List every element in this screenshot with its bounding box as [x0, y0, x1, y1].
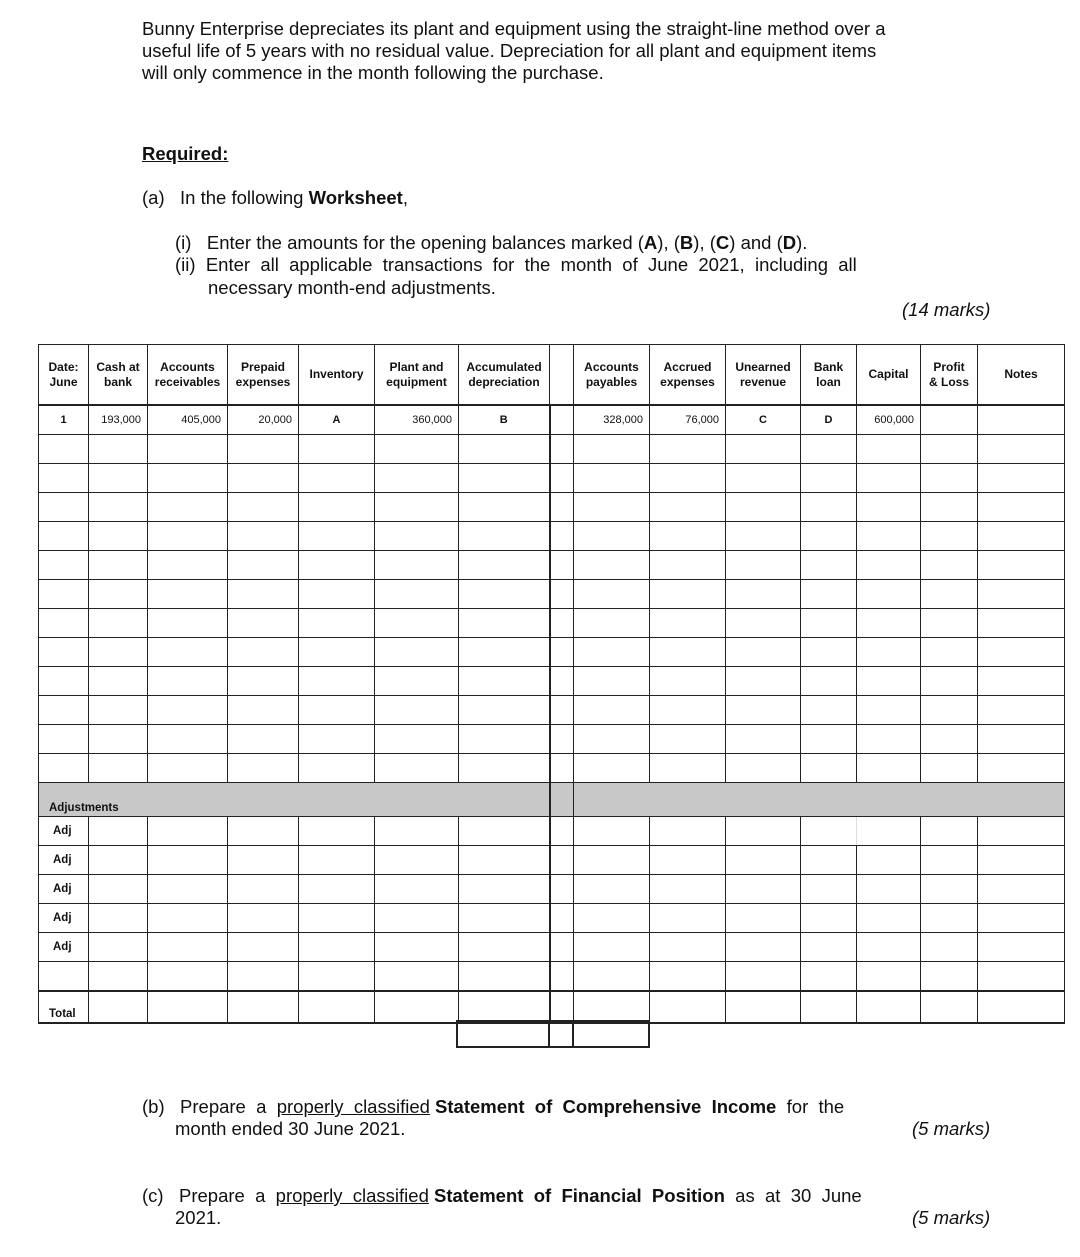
header-loan: Bank loan	[801, 345, 857, 406]
transaction-row	[39, 435, 1065, 464]
cell-notes[interactable]	[978, 405, 1065, 435]
cell-accrued[interactable]: 76,000	[650, 405, 726, 435]
header-payables: Accounts payables	[574, 345, 650, 406]
header-inventory: Inventory	[299, 345, 375, 406]
transaction-row	[39, 696, 1065, 725]
adjustment-row	[39, 962, 1065, 992]
header-plant: Plant and equipment	[375, 345, 459, 406]
header-separator	[550, 345, 574, 406]
total-check-divider	[572, 1020, 574, 1048]
transaction-row	[39, 725, 1065, 754]
transaction-row	[39, 464, 1065, 493]
part-b-marks: (5 marks)	[912, 1118, 991, 1139]
part-b-instruction: (b) Prepare a properly classified Statement of Comprehensive Income for the	[142, 1096, 845, 1117]
cell-separator	[550, 405, 574, 435]
adjustment-row	[39, 846, 1065, 875]
cell-capital[interactable]: 600,000	[857, 405, 921, 435]
cell-payables[interactable]: 328,000	[574, 405, 650, 435]
header-prepaid: Prepaid expenses	[228, 345, 299, 406]
adjustments-label: Adjustments	[39, 783, 550, 817]
transaction-row	[39, 667, 1065, 696]
adjustments-header-row	[39, 783, 1065, 817]
header-date: Date: June	[39, 345, 89, 406]
transaction-row	[39, 638, 1065, 667]
adjustment-row	[39, 817, 1065, 846]
cell-inventory[interactable]: A	[299, 405, 375, 435]
transaction-row	[39, 609, 1065, 638]
intro-line-3: will only commence in the month following the purchase.	[142, 62, 604, 83]
total-row	[39, 991, 1065, 1023]
cell-accum-dep[interactable]: B	[459, 405, 550, 435]
header-notes: Notes	[978, 345, 1065, 406]
header-cash: Cash at bank	[89, 345, 148, 406]
required-heading: Required:	[142, 143, 229, 164]
part-a-marks: (14 marks)	[902, 299, 991, 320]
cell-cash[interactable]: 193,000	[89, 405, 148, 435]
adj-label: Adj	[39, 817, 89, 846]
header-capital: Capital	[857, 345, 921, 406]
total-label: Total	[39, 991, 89, 1023]
adjustment-row	[39, 904, 1065, 933]
adjustment-row	[39, 933, 1065, 962]
part-c-marks: (5 marks)	[912, 1207, 991, 1228]
header-accrued: Accrued expenses	[650, 345, 726, 406]
part-a-ii-line-1: (ii) Enter all applicable transactions for the month of June 2021, including all	[175, 254, 857, 275]
header-receivables: Accounts receivables	[148, 345, 228, 406]
cell-plant[interactable]: 360,000	[375, 405, 459, 435]
transaction-row	[39, 754, 1065, 783]
cell-loan[interactable]: D	[801, 405, 857, 435]
transaction-row	[39, 580, 1065, 609]
total-check-box[interactable]	[456, 1020, 650, 1048]
part-a-instruction: (a) In the following Worksheet,	[142, 187, 408, 208]
intro-line-2: useful life of 5 years with no residual value. Depreciation for all plant and equipment items	[142, 40, 877, 61]
adjustment-row	[39, 875, 1065, 904]
part-b-line-2: month ended 30 June 2021.	[175, 1118, 406, 1139]
part-a-ii-line-2: necessary month-end adjustments.	[208, 277, 496, 298]
adj-label: Adj	[39, 846, 89, 875]
adj-label: Adj	[39, 904, 89, 933]
part-a-i: (i) Enter the amounts for the opening balances marked (A), (B), (C) and (D).	[175, 232, 808, 253]
transaction-row	[39, 551, 1065, 580]
intro-line-1: Bunny Enterprise depreciates its plant and equipment using the straight-line method over a	[142, 18, 886, 39]
cell-receivables[interactable]: 405,000	[148, 405, 228, 435]
part-c-instruction: (c) Prepare a properly classified Statement of Financial Position as at 30 June	[142, 1185, 862, 1206]
transaction-row	[39, 522, 1065, 551]
worksheet-table	[38, 344, 1065, 1024]
header-unearned: Unearned revenue	[726, 345, 801, 406]
intro-paragraph	[142, 18, 942, 84]
cell-date[interactable]: 1	[39, 405, 89, 435]
part-c-line-2: 2021.	[175, 1207, 222, 1228]
cell-profit-loss[interactable]	[921, 405, 978, 435]
opening-balance-row	[39, 405, 1065, 435]
adj-label: Adj	[39, 933, 89, 962]
transaction-row	[39, 493, 1065, 522]
cell-prepaid[interactable]: 20,000	[228, 405, 299, 435]
adj-label: Adj	[39, 875, 89, 904]
header-accum-dep: Accumulated depreciation	[459, 345, 550, 406]
cell-unearned[interactable]: C	[726, 405, 801, 435]
worksheet-header-row	[39, 345, 1065, 406]
header-profit-loss: Profit & Loss	[921, 345, 978, 406]
total-check-divider	[548, 1020, 550, 1048]
